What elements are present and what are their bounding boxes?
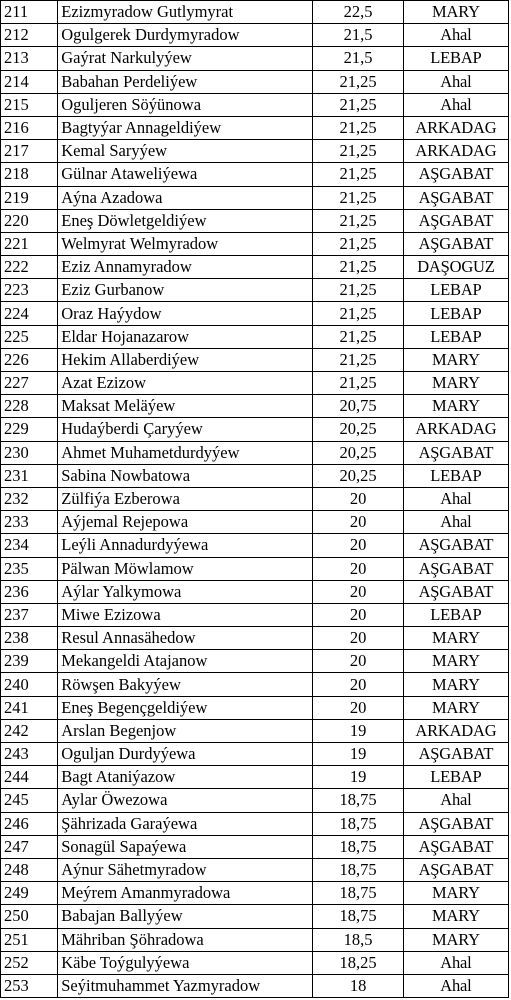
score-cell: 20 [313, 557, 404, 580]
region-cell: AŞGABAT [403, 534, 508, 557]
score-cell: 21,25 [313, 116, 404, 139]
student-name-cell: Röwşen Bakyýew [58, 673, 313, 696]
student-name-cell: Miwe Ezizowa [58, 603, 313, 626]
table-row [1, 464, 509, 487]
row-number-cell: 240 [1, 673, 58, 696]
region-cell: AŞGABAT [403, 232, 508, 255]
score-cell: 21,25 [313, 70, 404, 93]
table-row [1, 70, 509, 93]
score-cell: 18,25 [313, 951, 404, 974]
student-name-cell: Aýjemal Rejepowa [58, 511, 313, 534]
student-name-cell: Şährizada Garaýewa [58, 812, 313, 835]
region-cell: ARKADAG [403, 418, 508, 441]
student-name-cell: Kemal Saryýew [58, 140, 313, 163]
region-cell: AŞGABAT [403, 441, 508, 464]
region-cell: LEBAP [403, 47, 508, 70]
score-cell: 21,25 [313, 325, 404, 348]
score-cell: 22,5 [313, 1, 404, 24]
table-row [1, 279, 509, 302]
score-cell: 21,25 [313, 140, 404, 163]
row-number-cell: 242 [1, 719, 58, 742]
row-number-cell: 253 [1, 974, 58, 997]
score-cell: 18,75 [313, 905, 404, 928]
score-cell: 18,5 [313, 928, 404, 951]
region-cell: AŞGABAT [403, 163, 508, 186]
row-number-cell: 251 [1, 928, 58, 951]
score-cell: 20 [313, 696, 404, 719]
student-name-cell: Eziz Annamyradow [58, 256, 313, 279]
student-name-cell: Oguljan Durdyýewa [58, 743, 313, 766]
region-cell: AŞGABAT [403, 743, 508, 766]
region-cell: MARY [403, 372, 508, 395]
row-number-cell: 246 [1, 812, 58, 835]
student-name-cell: Oguljeren Söýünowa [58, 93, 313, 116]
table-row [1, 372, 509, 395]
student-name-cell: Welmyrat Welmyradow [58, 232, 313, 255]
table-row [1, 951, 509, 974]
region-cell: MARY [403, 673, 508, 696]
row-number-cell: 237 [1, 603, 58, 626]
region-cell: AŞGABAT [403, 557, 508, 580]
region-cell: Ahal [403, 511, 508, 534]
student-name-cell: Leýli Annadurdyýewa [58, 534, 313, 557]
score-cell: 20 [313, 603, 404, 626]
region-cell: LEBAP [403, 302, 508, 325]
row-number-cell: 231 [1, 464, 58, 487]
student-name-cell: Käbe Toýgulyýewa [58, 951, 313, 974]
student-name-cell: Bagtyýar Annageldiýew [58, 116, 313, 139]
row-number-cell: 243 [1, 743, 58, 766]
row-number-cell: 214 [1, 70, 58, 93]
score-cell: 18,75 [313, 858, 404, 881]
table-row [1, 302, 509, 325]
student-name-cell: Azat Ezizow [58, 372, 313, 395]
table-row [1, 487, 509, 510]
score-cell: 18,75 [313, 789, 404, 812]
region-cell: AŞGABAT [403, 580, 508, 603]
student-name-cell: Ezizmyradow Gutlymyrat [58, 1, 313, 24]
table-row [1, 348, 509, 371]
student-name-cell: Sabina Nowbatowa [58, 464, 313, 487]
student-name-cell: Gülnar Ataweliýewa [58, 163, 313, 186]
score-cell: 21,25 [313, 256, 404, 279]
student-name-cell: Aýnur Sähetmyradow [58, 858, 313, 881]
row-number-cell: 228 [1, 395, 58, 418]
score-cell: 21,5 [313, 24, 404, 47]
row-number-cell: 230 [1, 441, 58, 464]
table-row [1, 418, 509, 441]
score-cell: 19 [313, 719, 404, 742]
student-name-cell: Eziz Gurbanow [58, 279, 313, 302]
score-cell: 20,25 [313, 441, 404, 464]
table-row [1, 93, 509, 116]
student-name-cell: Babahan Perdeliýew [58, 70, 313, 93]
table-row [1, 557, 509, 580]
region-cell: LEBAP [403, 766, 508, 789]
table-row [1, 534, 509, 557]
score-cell: 18,75 [313, 882, 404, 905]
region-cell: LEBAP [403, 325, 508, 348]
row-number-cell: 252 [1, 951, 58, 974]
row-number-cell: 225 [1, 325, 58, 348]
table-row [1, 163, 509, 186]
table-row [1, 928, 509, 951]
score-cell: 20 [313, 650, 404, 673]
region-cell: Ahal [403, 70, 508, 93]
student-name-cell: Seýitmuhammet Yazmyradow [58, 974, 313, 997]
row-number-cell: 235 [1, 557, 58, 580]
score-cell: 20 [313, 580, 404, 603]
table-row [1, 256, 509, 279]
row-number-cell: 239 [1, 650, 58, 673]
region-cell: MARY [403, 928, 508, 951]
row-number-cell: 213 [1, 47, 58, 70]
score-cell: 21,25 [313, 93, 404, 116]
table-row [1, 858, 509, 881]
row-number-cell: 244 [1, 766, 58, 789]
student-name-cell: Resul Annasähedow [58, 627, 313, 650]
region-cell: MARY [403, 348, 508, 371]
score-cell: 20 [313, 487, 404, 510]
region-cell: MARY [403, 905, 508, 928]
row-number-cell: 249 [1, 882, 58, 905]
student-name-cell: Gaýrat Narkulyýew [58, 47, 313, 70]
row-number-cell: 215 [1, 93, 58, 116]
student-name-cell: Maksat Meläýew [58, 395, 313, 418]
region-cell: Ahal [403, 93, 508, 116]
table-row [1, 905, 509, 928]
score-cell: 21,25 [313, 209, 404, 232]
region-cell: Ahal [403, 951, 508, 974]
table-row [1, 650, 509, 673]
row-number-cell: 216 [1, 116, 58, 139]
row-number-cell: 233 [1, 511, 58, 534]
student-name-cell: Eneş Döwletgeldiýew [58, 209, 313, 232]
row-number-cell: 220 [1, 209, 58, 232]
table-row [1, 789, 509, 812]
score-cell: 18,75 [313, 835, 404, 858]
score-cell: 20,25 [313, 464, 404, 487]
student-name-cell: Mähriban Şöhradowa [58, 928, 313, 951]
table-row [1, 1, 509, 24]
score-cell: 20 [313, 673, 404, 696]
region-cell: DAŞOGUZ [403, 256, 508, 279]
table-row [1, 603, 509, 626]
score-cell: 21,25 [313, 372, 404, 395]
region-cell: LEBAP [403, 464, 508, 487]
score-cell: 18 [313, 974, 404, 997]
score-cell: 19 [313, 743, 404, 766]
region-cell: Ahal [403, 974, 508, 997]
row-number-cell: 217 [1, 140, 58, 163]
table-row [1, 209, 509, 232]
score-cell: 20 [313, 534, 404, 557]
region-cell: Ahal [403, 789, 508, 812]
table-row [1, 24, 509, 47]
student-name-cell: Aýlar Yalkymowa [58, 580, 313, 603]
region-cell: LEBAP [403, 603, 508, 626]
row-number-cell: 219 [1, 186, 58, 209]
table-row [1, 441, 509, 464]
student-name-cell: Eneş Begençgeldiýew [58, 696, 313, 719]
row-number-cell: 229 [1, 418, 58, 441]
row-number-cell: 232 [1, 487, 58, 510]
row-number-cell: 221 [1, 232, 58, 255]
results-table-body [1, 1, 509, 998]
student-name-cell: Zülfiýa Ezberowa [58, 487, 313, 510]
score-cell: 21,25 [313, 163, 404, 186]
score-cell: 20 [313, 627, 404, 650]
table-row [1, 140, 509, 163]
region-cell: AŞGABAT [403, 186, 508, 209]
region-cell: MARY [403, 650, 508, 673]
row-number-cell: 241 [1, 696, 58, 719]
region-cell: Ahal [403, 487, 508, 510]
score-cell: 21,25 [313, 186, 404, 209]
table-row [1, 580, 509, 603]
student-name-cell: Bagt Ataniýazow [58, 766, 313, 789]
score-cell: 21,25 [313, 348, 404, 371]
row-number-cell: 238 [1, 627, 58, 650]
table-row [1, 882, 509, 905]
table-row [1, 47, 509, 70]
student-name-cell: Ahmet Muhametdurdyýew [58, 441, 313, 464]
region-cell: MARY [403, 882, 508, 905]
region-cell: ARKADAG [403, 719, 508, 742]
row-number-cell: 224 [1, 302, 58, 325]
region-cell: AŞGABAT [403, 858, 508, 881]
table-row [1, 395, 509, 418]
table-row [1, 719, 509, 742]
score-cell: 20 [313, 511, 404, 534]
region-cell: ARKADAG [403, 140, 508, 163]
table-row [1, 325, 509, 348]
table-row [1, 116, 509, 139]
student-name-cell: Sonagül Sapaýewa [58, 835, 313, 858]
student-name-cell: Hudaýberdi Çaryýew [58, 418, 313, 441]
row-number-cell: 234 [1, 534, 58, 557]
student-name-cell: Oraz Haýydow [58, 302, 313, 325]
student-name-cell: Arslan Begenjow [58, 719, 313, 742]
region-cell: AŞGABAT [403, 835, 508, 858]
score-cell: 20,75 [313, 395, 404, 418]
row-number-cell: 212 [1, 24, 58, 47]
region-cell: AŞGABAT [403, 209, 508, 232]
table-row [1, 766, 509, 789]
row-number-cell: 222 [1, 256, 58, 279]
score-cell: 18,75 [313, 812, 404, 835]
row-number-cell: 247 [1, 835, 58, 858]
region-cell: MARY [403, 395, 508, 418]
student-name-cell: Ogulgerek Durdymyradow [58, 24, 313, 47]
table-row [1, 974, 509, 997]
student-name-cell: Meýrem Amanmyradowa [58, 882, 313, 905]
region-cell: Ahal [403, 24, 508, 47]
score-cell: 21,25 [313, 232, 404, 255]
row-number-cell: 211 [1, 1, 58, 24]
student-name-cell: Pälwan Möwlamow [58, 557, 313, 580]
score-cell: 19 [313, 766, 404, 789]
row-number-cell: 227 [1, 372, 58, 395]
row-number-cell: 248 [1, 858, 58, 881]
student-name-cell: Eldar Hojanazarow [58, 325, 313, 348]
region-cell: MARY [403, 696, 508, 719]
row-number-cell: 250 [1, 905, 58, 928]
student-name-cell: Babajan Ballyýew [58, 905, 313, 928]
region-cell: AŞGABAT [403, 812, 508, 835]
region-cell: LEBAP [403, 279, 508, 302]
table-row [1, 673, 509, 696]
score-cell: 20,25 [313, 418, 404, 441]
table-row [1, 511, 509, 534]
student-name-cell: Hekim Allaberdiýew [58, 348, 313, 371]
table-row [1, 627, 509, 650]
row-number-cell: 226 [1, 348, 58, 371]
region-cell: MARY [403, 1, 508, 24]
table-row [1, 812, 509, 835]
score-cell: 21,5 [313, 47, 404, 70]
table-row [1, 743, 509, 766]
table-row [1, 835, 509, 858]
row-number-cell: 245 [1, 789, 58, 812]
score-cell: 21,25 [313, 302, 404, 325]
region-cell: ARKADAG [403, 116, 508, 139]
student-name-cell: Mekangeldi Atajanow [58, 650, 313, 673]
row-number-cell: 223 [1, 279, 58, 302]
region-cell: MARY [403, 627, 508, 650]
row-number-cell: 236 [1, 580, 58, 603]
table-row [1, 232, 509, 255]
table-row [1, 696, 509, 719]
student-name-cell: Aýna Azadowa [58, 186, 313, 209]
table-row [1, 186, 509, 209]
row-number-cell: 218 [1, 163, 58, 186]
score-cell: 21,25 [313, 279, 404, 302]
student-name-cell: Aylar Öwezowa [58, 789, 313, 812]
